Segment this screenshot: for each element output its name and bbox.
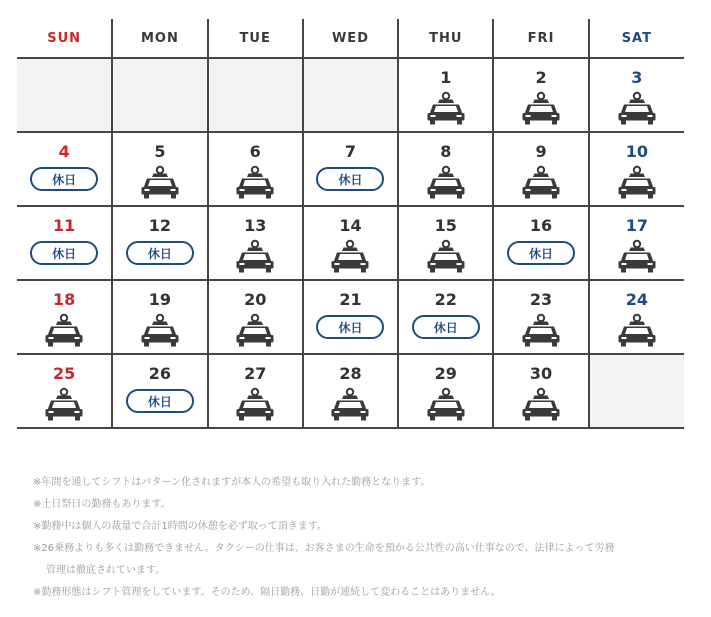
day-cell (112, 206, 207, 280)
day-number: 14 (339, 216, 362, 235)
calendar-table (17, 19, 684, 429)
taxi-icon (426, 387, 466, 421)
taxi-icon (521, 387, 561, 421)
day-number: 5 (154, 142, 166, 161)
day-number: 17 (625, 216, 648, 235)
holiday-badge: 休日 (316, 315, 384, 339)
day-cell (398, 206, 493, 280)
day-cell (112, 280, 207, 354)
day-cell (398, 354, 493, 428)
day-number: 13 (244, 216, 267, 235)
weekday-header-thu: THU (398, 19, 493, 58)
weekday-header-sun: SUN (17, 19, 112, 58)
day-cell (17, 132, 112, 206)
day-cell (112, 354, 207, 428)
weekday-header-mon: MON (112, 19, 207, 58)
note-line: ※勤務中は個人の裁量で合計1時間の休憩を必ず取って頂きます。 (33, 521, 327, 532)
day-cell (303, 280, 398, 354)
day-cell (303, 132, 398, 206)
empty-cell (17, 58, 112, 132)
day-number: 24 (625, 290, 648, 309)
day-cell (493, 58, 588, 132)
day-cell (208, 206, 303, 280)
holiday-badge: 休日 (316, 167, 384, 191)
day-number: 3 (631, 68, 643, 87)
note-line: ※26乗務よりも多くは勤務できません。タクシーの仕事は、お客さまの生命を預かる公共性の高い仕事なので、法律によって労務 (33, 543, 615, 554)
taxi-icon (617, 239, 657, 273)
weekday-header-tue: TUE (208, 19, 303, 58)
holiday-badge: 休日 (30, 167, 98, 191)
day-cell (493, 354, 588, 428)
taxi-icon (521, 313, 561, 347)
calendar-week-row (17, 206, 684, 280)
day-number: 27 (244, 364, 267, 383)
day-number: 21 (339, 290, 362, 309)
holiday-badge: 休日 (126, 241, 194, 265)
day-number: 25 (53, 364, 76, 383)
taxi-icon (235, 313, 275, 347)
day-number: 10 (625, 142, 648, 161)
day-cell (17, 354, 112, 428)
taxi-icon (235, 239, 275, 273)
holiday-badge: 休日 (507, 241, 575, 265)
taxi-icon (330, 387, 370, 421)
day-number: 23 (529, 290, 553, 309)
calendar-week-row (17, 58, 684, 132)
day-number: 30 (529, 364, 553, 383)
day-number: 15 (434, 216, 457, 235)
taxi-icon (44, 313, 84, 347)
taxi-icon (235, 165, 275, 199)
holiday-badge: 休日 (30, 241, 98, 265)
day-number: 22 (434, 290, 457, 309)
taxi-icon (521, 91, 561, 125)
day-number: 12 (148, 216, 172, 235)
day-number: 20 (244, 290, 267, 309)
day-number: 4 (58, 142, 70, 161)
taxi-icon (617, 91, 657, 125)
day-cell (17, 206, 112, 280)
taxi-icon (617, 165, 657, 199)
weekday-header-sat: SAT (589, 19, 684, 58)
taxi-icon (44, 387, 84, 421)
day-number: 11 (53, 216, 76, 235)
day-number: 9 (535, 142, 547, 161)
calendar-body (17, 58, 684, 428)
day-number: 16 (529, 216, 553, 235)
taxi-icon (426, 91, 466, 125)
shift-calendar (17, 19, 684, 429)
day-cell (398, 280, 493, 354)
weekday-header-wed: WED (303, 19, 398, 58)
day-number: 18 (53, 290, 76, 309)
day-number: 2 (535, 68, 547, 87)
taxi-icon (426, 239, 466, 273)
calendar-week-row (17, 132, 684, 206)
day-cell (398, 58, 493, 132)
taxi-icon (330, 239, 370, 273)
note-line: 管理は徹底されています。 (46, 565, 166, 576)
weekday-header-row (17, 19, 684, 58)
day-cell (493, 132, 588, 206)
day-cell (17, 280, 112, 354)
taxi-icon (140, 313, 180, 347)
day-number: 7 (344, 142, 357, 161)
empty-cell (208, 58, 303, 132)
taxi-icon (140, 165, 180, 199)
day-number: 6 (249, 142, 261, 161)
weekday-header-fri: FRI (493, 19, 588, 58)
calendar-week-row (17, 280, 684, 354)
day-cell (589, 132, 684, 206)
day-number: 19 (148, 290, 172, 309)
day-cell (493, 280, 588, 354)
day-cell (589, 206, 684, 280)
day-cell (303, 354, 398, 428)
day-cell (493, 206, 588, 280)
note-line: ※土日祭日の勤務もあります。 (33, 499, 171, 510)
day-cell (303, 206, 398, 280)
day-cell (208, 280, 303, 354)
day-cell (208, 132, 303, 206)
day-cell (398, 132, 493, 206)
taxi-icon (426, 165, 466, 199)
taxi-icon (617, 313, 657, 347)
notes-section (33, 472, 683, 604)
day-cell (112, 132, 207, 206)
day-number: 8 (440, 142, 452, 161)
taxi-icon (521, 165, 561, 199)
day-number: 29 (434, 364, 457, 383)
calendar-week-row (17, 354, 684, 428)
holiday-badge: 休日 (412, 315, 480, 339)
note-line: ※勤務形態はシフト管理をしています。そのため、隔日勤務、日勤が連続して変わることはありません。 (33, 587, 501, 598)
day-cell (589, 280, 684, 354)
day-number: 1 (440, 68, 452, 87)
empty-cell (303, 58, 398, 132)
empty-cell (112, 58, 207, 132)
holiday-badge: 休日 (126, 389, 194, 413)
day-cell (589, 58, 684, 132)
day-number: 26 (148, 364, 172, 383)
empty-cell (589, 354, 684, 428)
day-number: 28 (339, 364, 362, 383)
taxi-icon (235, 387, 275, 421)
day-cell (208, 354, 303, 428)
note-line: ※年間を通してシフトはパターン化されますが本人の希望も取り入れた勤務となります。 (33, 477, 431, 488)
